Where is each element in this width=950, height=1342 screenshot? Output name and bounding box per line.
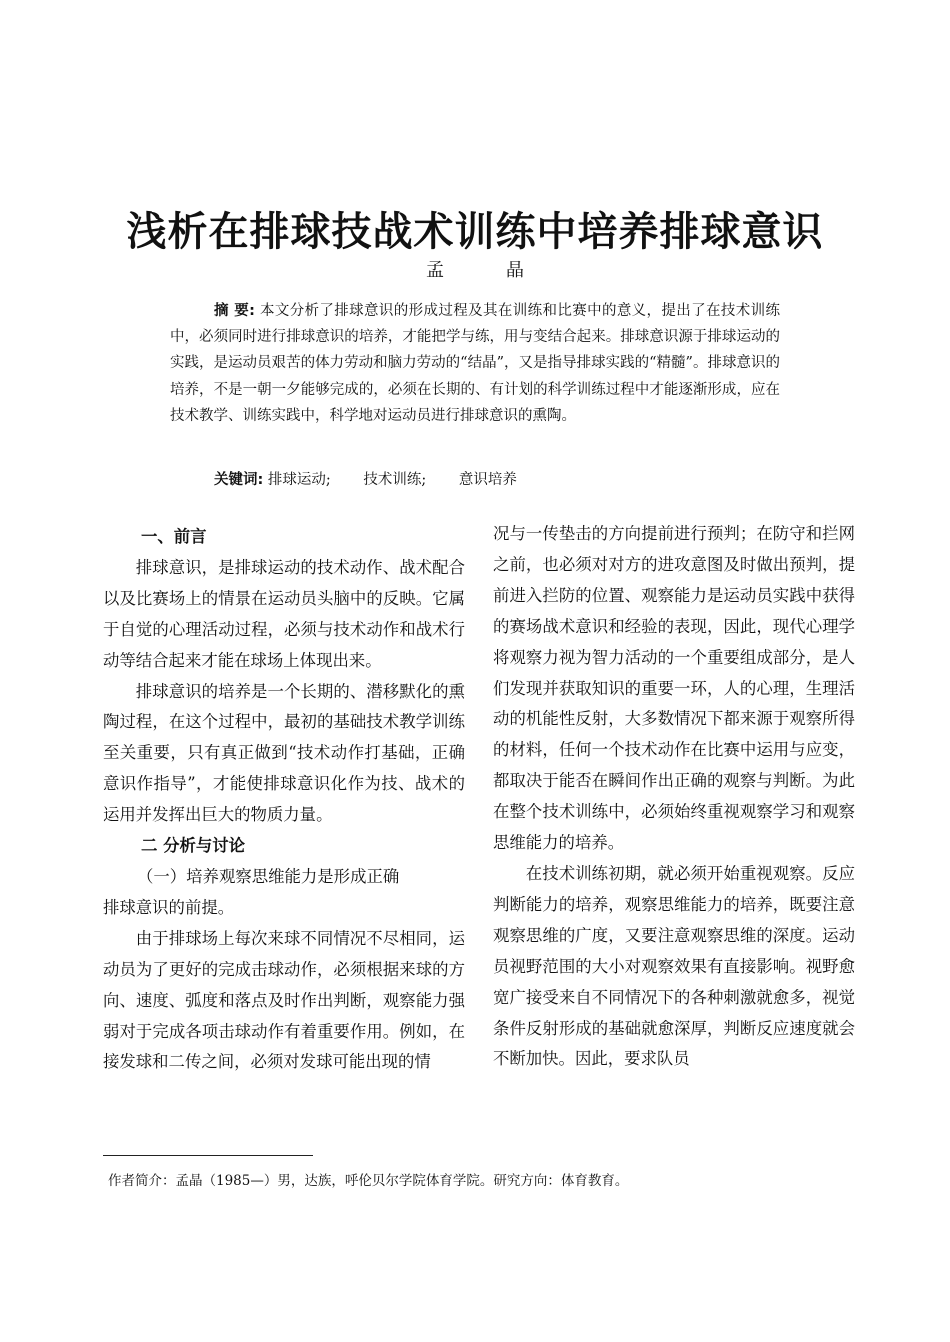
body-paragraph: 排球意识，是排球运动的技术动作、战术配合以及比赛场上的情景在运动员头脑中的反映。它属于自觉的心理活动过程，必须与技术动作和战术行动等结合起来才能在球场上体现出来。: [103, 557, 465, 670]
section-heading-analysis: 二 分析与讨论: [141, 836, 246, 856]
body-paragraph: 况与一传垫击的方向提前进行预判；在防守和拦网之前，也必须对对方的进攻意图及时做出预判，提前进入拦防的位置、观察能力是运动员实践中获得的赛场战术意识和经验的表现，因此，现代心理学将观察力视为智力活动的一个重要组成部分，是人们发现并获取知识的重要一环，人的心理，生理活动的机能性反射，大多数情况下都来源于观察所得的材料，任何一个技术动作在比赛中运用与应变，都取决于能否在瞬间作出正确的观察与判断。为此在整个技术训练中，必须始终重视观察学习和观察思维能力的培养。: [493, 524, 855, 853]
body-column-left: [103, 522, 465, 1078]
abstract-text: 本文分析了排球意识的形成过程及其在训练和比赛中的意义，提出了在技术训练中，必须同时进行排球意识的培养，才能把学与练，用与变结合起来。排球意识源于排球运动的实践，是运动员艰苦的体力劳动和脑力劳动的“结晶”，又是指导排球实践的“精髓”。排球意识的培养，不是一朝一夕能够完成的，必须在长期的、有计划的科学训练过程中才能逐渐形成，应在技术教学、训练实践中，科学地对运动员进行排球意识的熏陶。: [170, 303, 781, 424]
abstract: [170, 298, 780, 429]
footnote-divider: [103, 1155, 313, 1156]
author-footnote: 作者简介：孟晶（1985—）男，达族，呼伦贝尔学院体育学院。研究方向：体育教育。: [108, 1173, 629, 1189]
body-paragraph: 在技术训练初期，就必须开始重视观察。反应判断能力的培养，观察思维能力的培养，既要注意观察思维的广度，又要注意观察思维的深度。运动员视野范围的大小对观察效果有直接影响。视野愈宽广接受来自不同情况下的各种刺激就愈多，视觉条件反射形成的基础就愈深厚，判断反应速度就会不断加快。因此，要求队员: [493, 863, 855, 1069]
keyword-item: 排球运动;: [267, 472, 331, 488]
section-heading-intro: 一、前言: [141, 527, 207, 546]
paper-title: 浅析在排球技战术训练中培养排球意识: [126, 209, 824, 255]
keyword-item: 意识培养: [458, 472, 517, 488]
subsection-heading-cont: 排球意识的前提。: [103, 897, 235, 917]
body-column-right: [493, 519, 855, 1075]
keywords-label: 关键词:: [214, 472, 264, 488]
author-name: 孟 晶: [426, 260, 546, 281]
body-paragraph: 由于排球场上每次来球不同情况不尽相同，运动员为了更好的完成击球动作，必须根据来球的方向、速度、弧度和落点及时作出判断，观察能力强弱对于完成各项击球动作有着重要作用。例如，在接发球和二传之间，必须对发球可能出现的情: [103, 928, 465, 1072]
abstract-label: 摘 要:: [214, 303, 255, 319]
subsection-heading: （一）培养观察思维能力是形成正确: [137, 866, 400, 886]
body-paragraph: 排球意识的培养是一个长期的、潜移默化的熏陶过程，在这个过程中，最初的基础技术教学训练至关重要，只有真正做到“技术动作打基础，正确意识作指导”，才能使排球意识化作为技、战术的运用并发挥出巨大的物质力量。: [103, 681, 465, 825]
keywords: [214, 467, 774, 493]
keyword-item: 技术训练;: [363, 472, 427, 488]
